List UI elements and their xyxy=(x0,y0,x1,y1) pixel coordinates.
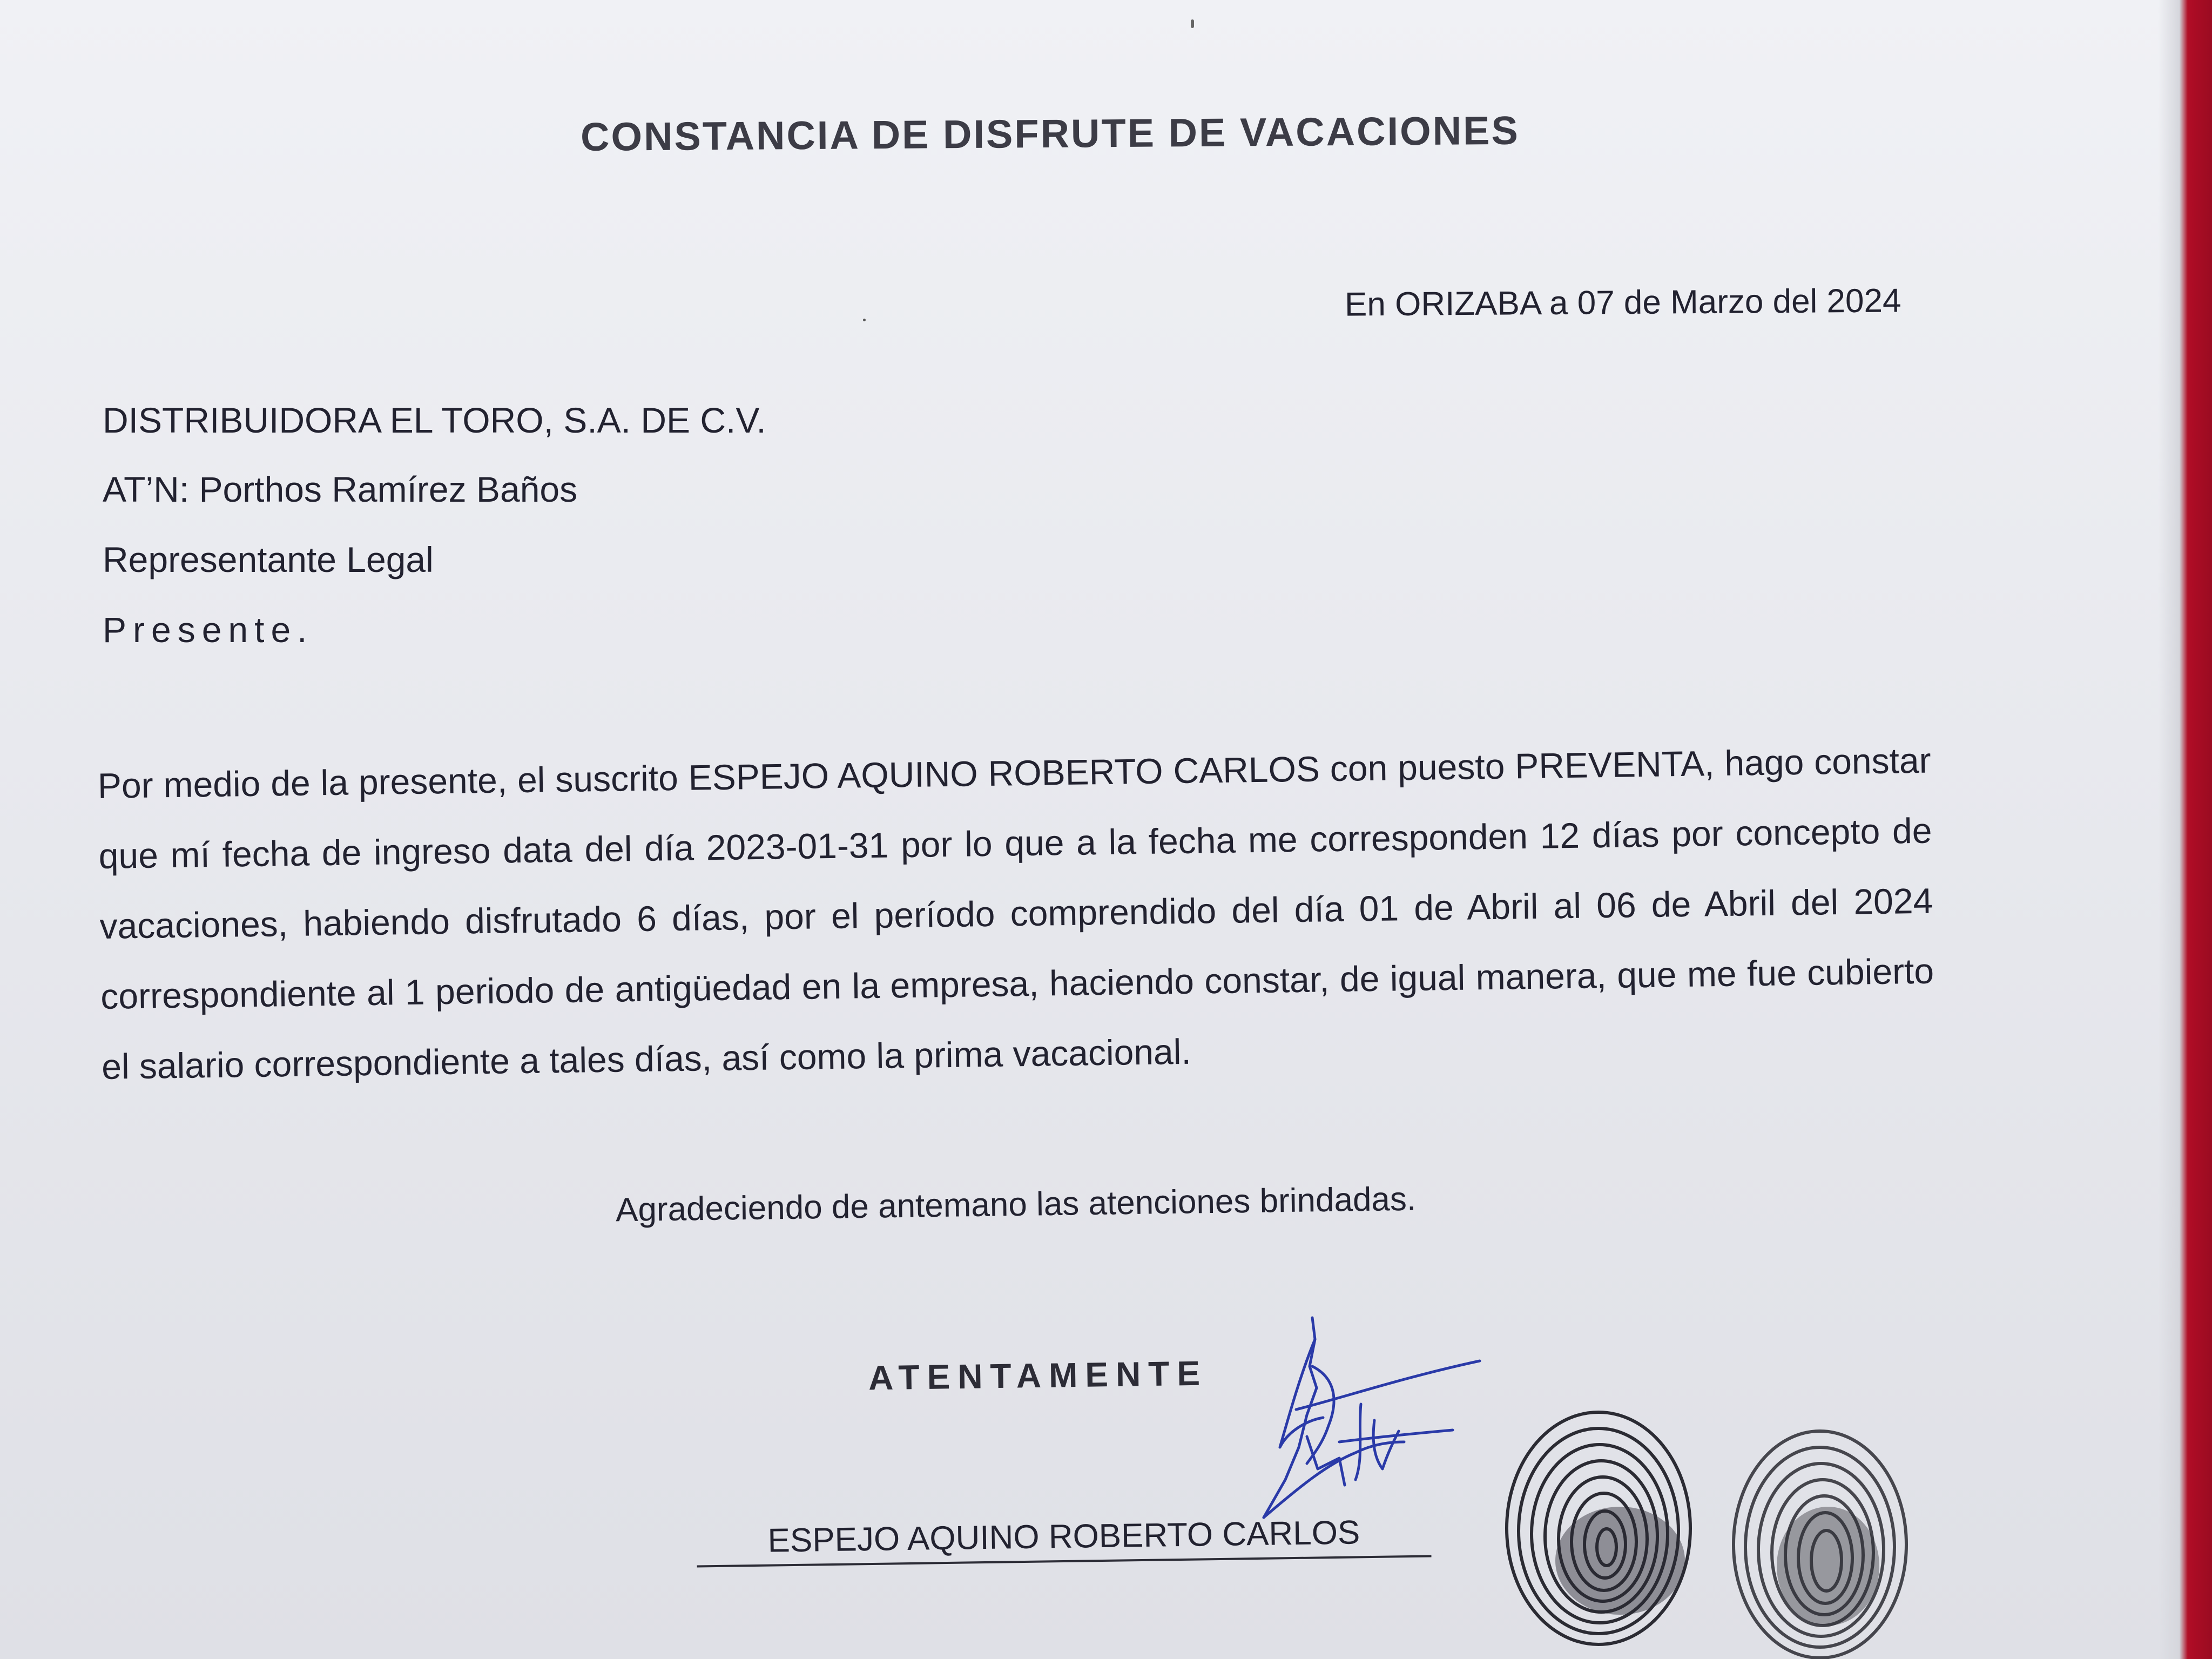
handwritten-signature xyxy=(1177,1307,1491,1534)
fingerprint xyxy=(1496,1404,1701,1653)
addressee-company: DISTRIBUIDORA EL TORO, S.A. DE C.V. xyxy=(103,400,766,440)
fingerprint xyxy=(1712,1415,1917,1659)
closing-atentamente: ATENTAMENTE xyxy=(868,1353,1208,1398)
body-paragraph: Por medio de la presente, el suscrito ESPEJO AQUINO ROBERTO CARLOS con puesto PREVENTA, hago constar que mí fecha de ingreso data del día 2023-01-31 por lo que a la fecha me corresponden 12 días por concepto de vacaciones, habiendo disfrutado 6 días, por el período comprendido del día 01 de Abril al 06 de Abril del 2024 correspondiente al 1 periodo de antigüedad en la empresa, haciendo constar, de igual manera, que me fue cubierto el salario correspondiente a tales días, así como la prima vacacional. xyxy=(97,740,1934,1087)
addressee-attention: AT’N: Porthos Ramírez Baños xyxy=(103,469,578,509)
place-date: En ORIZABA a 07 de Marzo del 2024 xyxy=(1344,282,1901,323)
signatory-name: ESPEJO AQUINO ROBERTO CARLOS xyxy=(696,1513,1431,1568)
document-title: CONSTANCIA DE DISFRUTE DE VACACIONES xyxy=(580,107,1520,159)
page-shadow-edge xyxy=(2158,0,2180,1659)
addressee-present: Presente. xyxy=(103,610,314,650)
thanks-line: Agradeciendo de antemano las atenciones brindadas. xyxy=(615,1180,1417,1229)
paper-speck xyxy=(863,319,866,321)
addressee-role: Representante Legal xyxy=(103,539,434,579)
paper-speck xyxy=(1191,19,1194,28)
red-background-edge xyxy=(2180,0,2212,1659)
